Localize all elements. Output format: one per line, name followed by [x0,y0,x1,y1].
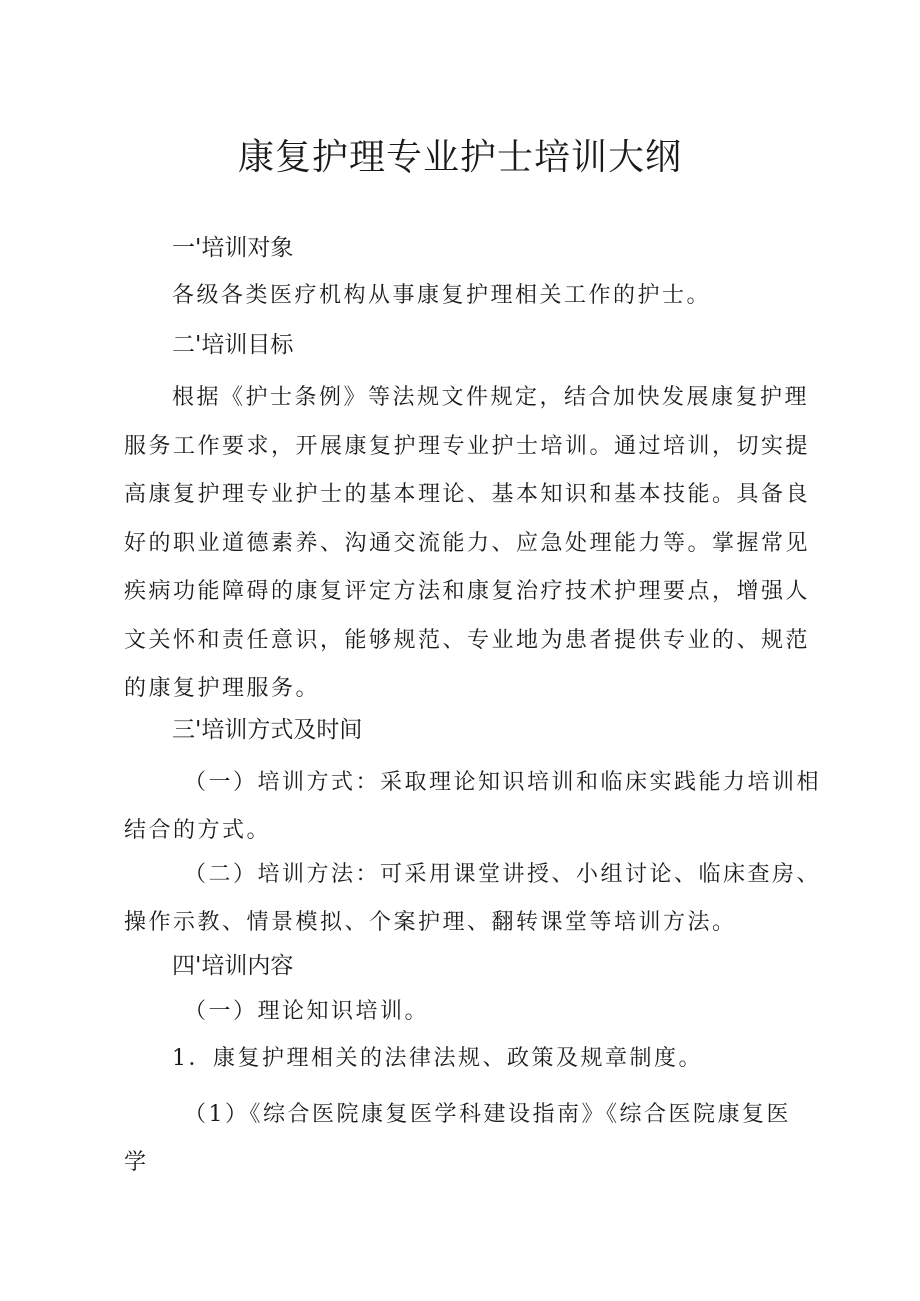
section-heading-4: 四'培训内容 [172,953,294,979]
section-2-paragraph [124,374,811,714]
paragraph-line: 操作示教、情景模拟、个案护理、翻转课堂等培训方法。 [124,910,737,935]
paragraph-line: 疾病功能障碍的康复评定方法和康复治疗技术护理要点，增强人 [124,579,811,604]
section-heading-1: 一'培训对象 [172,235,294,261]
paragraph-line: （1）《综合医院康复医学科建设指南》《综合医院康复医 [184,1102,791,1127]
section-3-item-1 [124,759,822,855]
paragraph-line: （一）培训方式：采取理论知识培训和临床实践能力培训相 [184,770,822,795]
subsection-theory: （一）理论知识培训。 [184,999,430,1024]
list-item-1: 1．康复护理相关的法律法规、政策及规章制度。 [172,1046,703,1071]
section-3-item-2 [124,851,822,947]
paragraph-line: 学 [124,1150,149,1175]
section-1-text: 各级各类医疗机构从事康复护理相关工作的护士。 [172,283,712,308]
section-heading-3: 三'培训方式及时间 [172,717,363,743]
paragraph-line: 服务工作要求，开展康复护理专业护士培训。通过培训，切实提 [124,433,811,459]
paragraph-line: （二）培训方法：可采用课堂讲授、小组讨论、临床查房、 [184,862,822,887]
paragraph-line: 的康复护理服务。 [124,676,321,701]
section-heading-2: 二'培训目标 [172,332,294,358]
paragraph-line: 结合的方式。 [124,818,272,843]
paragraph-line: 根据《护士条例》等法规文件规定，结合加快发展康复护理 [172,385,810,410]
document-title: 康复护理专业护士培训大纲 [237,137,682,178]
paragraph-line: 好的职业道德素养、沟通交流能力、应急处理能力等。掌握常见 [124,530,811,556]
paragraph-line: 文关怀和责任意识，能够规范、专业地为患者提供专业的、规范 [124,627,811,653]
paragraph-line: 高康复护理专业护士的基本理论、基本知识和基本技能。具备良 [124,482,811,507]
list-item-1-1 [124,1091,804,1187]
